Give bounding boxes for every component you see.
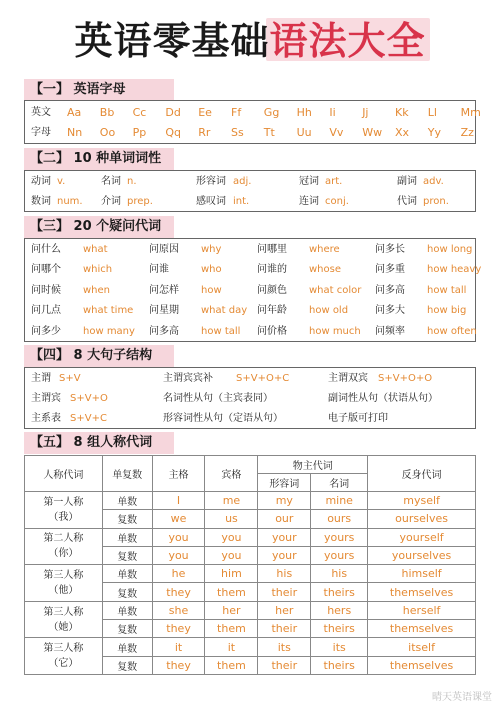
sentence-label: 电子版可打印 (328, 413, 388, 424)
pronoun-table (24, 455, 476, 675)
section-header-questions: 【三】 20 个疑问代词 (24, 216, 174, 238)
pos-label: 副词 (397, 176, 417, 187)
pos-abbr: art. (325, 176, 343, 187)
pronoun-cell: him (205, 565, 258, 583)
sentence-label: 主系表 (31, 413, 61, 424)
person-sub: （她） (48, 621, 79, 633)
question-row (31, 281, 469, 301)
sentence-label: 主谓宾宾补 (163, 373, 213, 384)
pronoun-cell: I (152, 492, 205, 510)
pos-abbr: int. (233, 196, 250, 207)
letter-pair: Ii (329, 106, 336, 119)
question-word: how tall (427, 284, 467, 296)
pos-abbr: pron. (423, 196, 449, 207)
pos-box (24, 170, 476, 212)
pos-abbr: n. (127, 176, 137, 187)
pos-label: 代词 (397, 196, 417, 207)
pos-label: 冠词 (299, 176, 319, 187)
question-word: how many (83, 325, 135, 337)
pronoun-row (25, 528, 476, 546)
pronoun-cell: it (152, 638, 205, 656)
number-cell: 复数 (102, 583, 152, 601)
question-word: how much (309, 325, 361, 337)
letter-pair: Uu (296, 126, 312, 139)
watermark: 晴天英语课堂 (432, 692, 492, 703)
letter-pair: Mm (460, 106, 481, 119)
pronoun-cell: his (258, 565, 311, 583)
pronoun-cell: my (258, 492, 311, 510)
number-cell: 单数 (102, 638, 152, 656)
letter-pair: Xx (395, 126, 410, 139)
letter-pair: Tt (263, 126, 275, 139)
pronoun-cell: she (152, 601, 205, 619)
letter-pair: Nn (67, 126, 83, 139)
question-label: 问多少 (31, 325, 61, 337)
sentence-formula: S+V+O+C (236, 373, 290, 384)
sentence-formula: S+V (59, 373, 81, 384)
number-cell: 复数 (102, 546, 152, 564)
title-accent: 语法大全 (270, 10, 426, 65)
pos-label: 形容词 (196, 176, 226, 187)
question-label: 问颜色 (257, 284, 287, 296)
pronoun-cell: you (205, 528, 258, 546)
pos-label: 动词 (31, 176, 51, 187)
pronoun-cell: itself (368, 638, 476, 656)
title-main: 英语零基础 (74, 19, 270, 63)
header-possessive: 物主代词 (258, 456, 368, 474)
pronoun-row (25, 492, 476, 510)
pronoun-cell: they (152, 656, 205, 674)
section-header-alphabet: 【一】 英语字母 (24, 79, 174, 101)
letter-pair: Qq (165, 126, 182, 139)
question-word: how tall (201, 325, 241, 337)
sentence-row (31, 369, 469, 389)
question-label: 问多高 (149, 325, 179, 337)
letter-pair: Aa (67, 106, 82, 119)
person-name: 第一人称 (43, 496, 84, 508)
number-cell: 复数 (102, 620, 152, 638)
pronoun-cell: yours (311, 528, 368, 546)
pronoun-cell: you (205, 546, 258, 564)
pronoun-cell: our (258, 510, 311, 528)
section-header-sentences: 【四】 8 大句子结构 (24, 345, 174, 367)
question-row (31, 260, 482, 280)
question-label: 问哪里 (257, 244, 287, 255)
pronoun-cell: myself (368, 492, 476, 510)
pronoun-cell: its (311, 638, 368, 656)
question-word: how old (309, 305, 349, 317)
question-word: how long (427, 244, 473, 255)
pos-label: 介词 (101, 196, 121, 207)
pronoun-cell: he (152, 565, 205, 583)
pronoun-cell: your (258, 546, 311, 564)
pos-label: 感叹词 (196, 196, 226, 207)
questions-box (24, 238, 482, 342)
person-cell (25, 565, 103, 602)
alphabet-row-lower (31, 123, 474, 143)
sentence-formula: S+V+O+O (378, 373, 433, 384)
header-subject: 主格 (152, 456, 205, 492)
pronoun-cell: himself (368, 565, 476, 583)
header-poss-noun: 名词 (311, 474, 368, 492)
person-cell (25, 528, 103, 565)
sentence-label: 名词性从句（主宾表同） (163, 393, 273, 404)
pronoun-row (25, 601, 476, 619)
header-reflexive: 反身代词 (368, 456, 476, 492)
page-title (0, 10, 500, 65)
question-word: when (83, 284, 111, 296)
pronoun-cell: his (311, 565, 368, 583)
header-number: 单复数 (102, 456, 152, 492)
number-cell: 单数 (102, 528, 152, 546)
pronoun-cell: we (152, 510, 205, 528)
pos-row (31, 192, 469, 212)
sentence-row (31, 409, 469, 429)
pos-label: 数词 (31, 196, 51, 207)
question-word: who (201, 264, 222, 276)
letter-pair: Cc (132, 106, 147, 119)
pronoun-cell: themselves (368, 583, 476, 601)
sentence-label: 形容词性从句（定语从句） (163, 413, 283, 424)
person-name: 第三人称 (43, 606, 84, 618)
pronoun-cell: they (152, 620, 205, 638)
alphabet-label: 英文 (31, 107, 51, 118)
letter-pair: Jj (362, 106, 369, 119)
question-label: 问哪个 (31, 264, 61, 276)
question-label: 问原因 (149, 244, 179, 255)
pronoun-cell: ourselves (368, 510, 476, 528)
person-name: 第三人称 (43, 569, 84, 581)
question-label: 问多高 (375, 284, 405, 296)
pronoun-row (25, 565, 476, 583)
letter-pair: Hh (296, 106, 312, 119)
pronoun-cell: them (205, 620, 258, 638)
letter-pair: Vv (329, 126, 344, 139)
pronoun-cell: they (152, 583, 205, 601)
letter-pair: Pp (132, 126, 147, 139)
pos-abbr: num. (57, 196, 83, 207)
letter-pair: Rr (198, 126, 211, 139)
question-row (31, 322, 477, 342)
pos-abbr: adv. (423, 176, 444, 187)
pronoun-cell: them (205, 583, 258, 601)
question-word: whose (309, 264, 341, 276)
question-word: where (309, 244, 340, 255)
number-cell: 复数 (102, 510, 152, 528)
header-object: 宾格 (205, 456, 258, 492)
question-label: 问多大 (375, 305, 405, 317)
alphabet-row-upper (31, 103, 481, 123)
pronoun-cell: herself (368, 601, 476, 619)
pos-row (31, 172, 469, 192)
person-sub: （它） (48, 658, 79, 670)
letter-pair: Kk (395, 106, 409, 119)
question-label: 问怎样 (149, 284, 179, 296)
person-cell (25, 601, 103, 638)
pronoun-cell: it (205, 638, 258, 656)
question-word: how heavy (427, 264, 482, 276)
sentence-formula: S+V+C (70, 413, 107, 424)
question-word: how (201, 284, 222, 296)
person-sub: （他） (48, 584, 79, 596)
section-header-pronouns: 【五】 8 组人称代词 (24, 432, 174, 454)
question-word: what time (83, 305, 134, 317)
pronoun-cell: its (258, 638, 311, 656)
person-cell (25, 638, 103, 675)
question-row (31, 240, 473, 260)
pronoun-cell: you (152, 528, 205, 546)
question-label: 问价格 (257, 325, 287, 337)
pronoun-cell: me (205, 492, 258, 510)
alphabet-box (24, 100, 481, 144)
pronoun-cell: their (258, 656, 311, 674)
question-word: how big (427, 305, 467, 317)
question-word: what color (309, 284, 362, 296)
sentence-label: 主谓宾 (31, 393, 61, 404)
question-label: 问年龄 (257, 305, 287, 317)
number-cell: 复数 (102, 656, 152, 674)
pronoun-cell: theirs (311, 620, 368, 638)
question-label: 问星期 (149, 305, 179, 317)
pronoun-cell: yourselves (368, 546, 476, 564)
pronoun-cell: mine (311, 492, 368, 510)
section-header-pos: 【二】 10 种单词词性 (24, 148, 174, 170)
number-cell: 单数 (102, 565, 152, 583)
pronoun-row (25, 638, 476, 656)
letter-pair: Oo (99, 126, 116, 139)
header-person: 人称代词 (25, 456, 103, 492)
question-label: 问时候 (31, 284, 61, 296)
pronoun-cell: their (258, 583, 311, 601)
person-sub: （我） (48, 511, 79, 523)
question-label: 问多重 (375, 264, 405, 276)
question-row (31, 301, 469, 321)
question-label: 问频率 (375, 325, 405, 337)
question-label: 问多长 (375, 244, 405, 255)
sentence-label: 主谓双宾 (328, 373, 368, 384)
pronoun-cell: your (258, 528, 311, 546)
letter-pair: Ee (198, 106, 212, 119)
question-word: how often (427, 325, 477, 337)
letter-pair: Dd (165, 106, 181, 119)
pronoun-cell: her (258, 601, 311, 619)
question-word: why (201, 244, 222, 255)
pos-abbr: v. (57, 176, 66, 187)
number-cell: 单数 (102, 492, 152, 510)
question-word: what day (201, 305, 248, 317)
person-name: 第三人称 (43, 643, 84, 655)
pos-label: 连词 (299, 196, 319, 207)
sentences-box (24, 367, 476, 429)
pronoun-cell: yours (311, 546, 368, 564)
alphabet-label: 字母 (31, 127, 51, 138)
pronoun-cell: theirs (311, 583, 368, 601)
pronoun-cell: themselves (368, 620, 476, 638)
letter-pair: Ww (362, 126, 383, 139)
pronoun-cell: their (258, 620, 311, 638)
sentence-label: 副词性从句（状语从句） (328, 393, 438, 404)
pos-abbr: prep. (127, 196, 153, 207)
letter-pair: Yy (427, 126, 442, 139)
person-sub: （你） (48, 548, 79, 560)
pos-label: 名词 (101, 176, 121, 187)
pronoun-cell: ours (311, 510, 368, 528)
question-word: which (83, 264, 113, 276)
question-label: 问几点 (31, 305, 61, 317)
question-word: what (83, 244, 108, 255)
pronoun-cell: her (205, 601, 258, 619)
pronoun-cell: theirs (311, 656, 368, 674)
question-label: 问谁的 (257, 264, 287, 276)
question-label: 问什么 (31, 244, 61, 255)
pronoun-cell: yourself (368, 528, 476, 546)
sentence-formula: S+V+O (70, 393, 108, 404)
pronoun-cell: them (205, 656, 258, 674)
letter-pair: Gg (263, 106, 280, 119)
header-poss-adj: 形容词 (258, 474, 311, 492)
question-label: 问谁 (149, 264, 169, 276)
letter-pair: Ff (231, 106, 242, 119)
letter-pair: Bb (99, 106, 115, 119)
pos-abbr: adj. (233, 176, 252, 187)
letter-pair: Ss (231, 126, 244, 139)
sentence-label: 主谓 (31, 373, 51, 384)
letter-pair: Zz (460, 126, 474, 139)
letter-pair: Ll (427, 106, 437, 119)
pronoun-cell: hers (311, 601, 368, 619)
person-name: 第二人称 (43, 533, 84, 545)
pronoun-cell: you (152, 546, 205, 564)
number-cell: 单数 (102, 601, 152, 619)
pronoun-cell: themselves (368, 656, 476, 674)
sentence-row (31, 389, 469, 409)
pronoun-cell: us (205, 510, 258, 528)
pos-abbr: conj. (325, 196, 349, 207)
person-cell (25, 492, 103, 529)
